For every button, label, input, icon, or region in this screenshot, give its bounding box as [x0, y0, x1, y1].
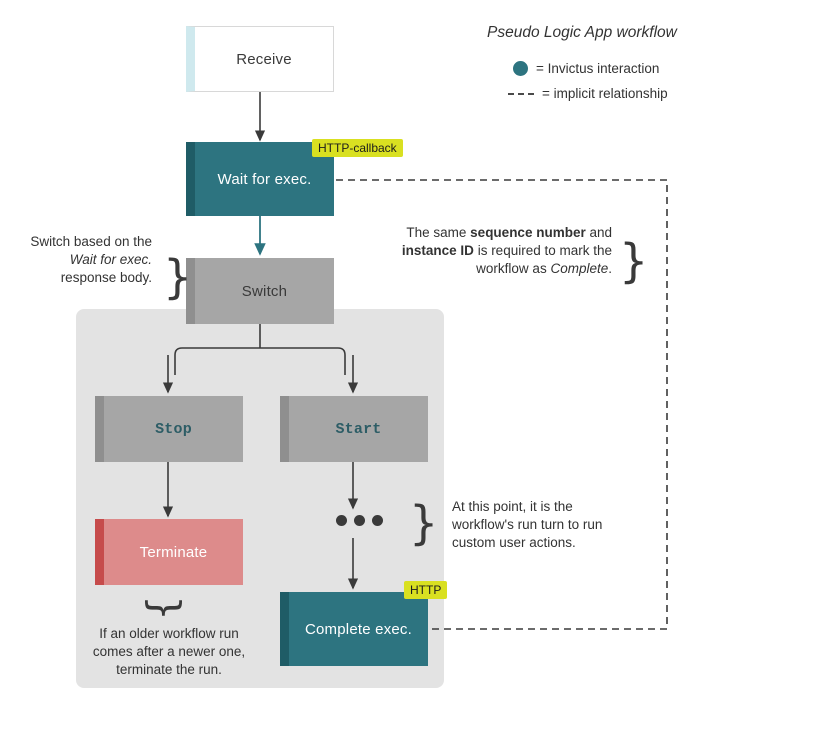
note-run-turn-text: At this point, it is the workflow's run turn to run custom user actions. — [452, 499, 603, 551]
note-sequence-part1: The same — [406, 225, 471, 240]
note-run-turn — [452, 498, 622, 553]
note-terminate — [78, 625, 260, 680]
note-sequence — [400, 224, 612, 279]
node-start-label: Start — [335, 420, 382, 438]
note-switch-line3: response body. — [60, 270, 152, 286]
node-receive[interactable] — [186, 26, 334, 92]
node-terminate-label: Terminate — [139, 543, 208, 561]
node-stop-label: Stop — [155, 420, 192, 438]
teal-dot-icon — [513, 61, 528, 76]
node-stop[interactable] — [95, 396, 243, 462]
legend-item-invictus — [513, 61, 659, 76]
node-complete-exec-label: Complete exec. — [304, 620, 413, 638]
note-sequence-part5: . — [608, 261, 612, 277]
note-sequence-italic: Complete — [550, 261, 609, 277]
note-switch-line1: Switch based on the — [30, 234, 152, 249]
legend-item-implicit-label: = implicit relationship — [542, 86, 668, 101]
node-switch[interactable] — [186, 258, 334, 324]
node-switch-label: Switch — [241, 282, 288, 300]
node-complete-exec[interactable] — [280, 592, 428, 666]
note-switch-line2: Wait for exec. — [69, 252, 152, 268]
note-sequence-part4: workflow as — [476, 261, 551, 277]
ellipsis-icon — [336, 515, 383, 526]
brace-sequence-note: } — [619, 234, 649, 288]
badge-http-callback: HTTP-callback — [312, 139, 403, 157]
note-switch — [12, 233, 152, 288]
brace-terminate-note: } — [141, 595, 188, 621]
brace-run-turn-note: } — [409, 496, 439, 550]
node-wait-for-exec-label: Wait for exec. — [217, 170, 312, 188]
note-sequence-part3: is required to mark the — [473, 243, 612, 259]
badge-http: HTTP — [404, 581, 447, 599]
node-receive-label: Receive — [236, 50, 292, 68]
legend-item-implicit — [508, 86, 668, 101]
brace-switch-note: } — [163, 250, 193, 304]
legend-item-invictus-label: = Invictus interaction — [536, 61, 660, 76]
node-terminate[interactable] — [95, 519, 243, 585]
legend-title: Pseudo Logic App workflow — [487, 24, 677, 41]
note-terminate-text: If an older workflow run comes after a newer one, terminate the run. — [92, 626, 246, 678]
note-sequence-part2: and — [585, 225, 612, 240]
dashed-line-icon — [508, 93, 534, 95]
note-sequence-bold2: instance ID — [401, 243, 474, 259]
node-start[interactable] — [280, 396, 428, 462]
note-sequence-bold1: sequence number — [470, 225, 586, 240]
